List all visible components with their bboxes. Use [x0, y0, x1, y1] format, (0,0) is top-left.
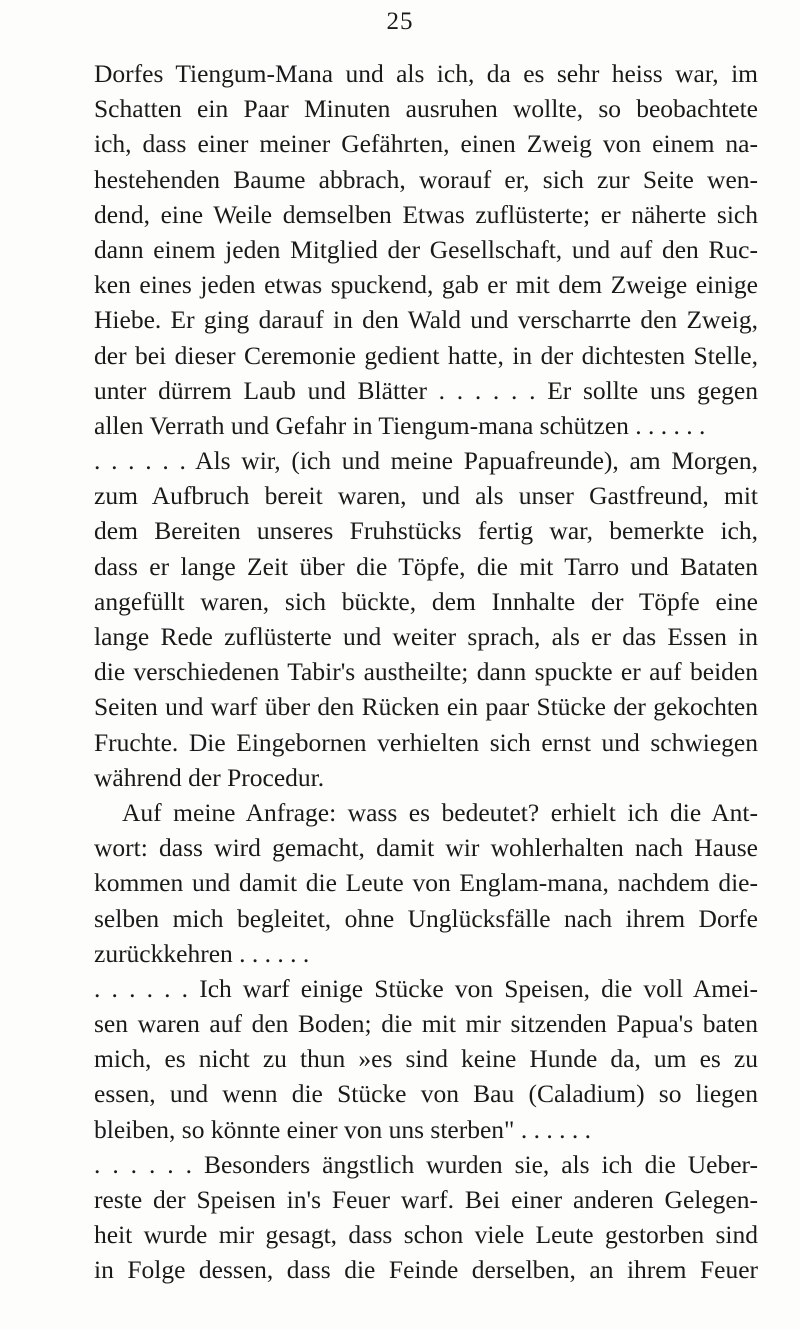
- text-line: reste der Speisen in's Feuer warf. Bei einer anderen Gelegen-: [94, 1185, 758, 1214]
- text-line: hestehenden Baume abbrach, worauf er, sich zur Seite wen-: [94, 164, 758, 194]
- text-line: die verschiedenen Tabir's austheilte; dann spuckte er auf beiden: [94, 657, 758, 687]
- text-line: selben mich begleitet, ohne Unglücksfälle nach ihrem Dorfe: [94, 903, 758, 933]
- text-line: während der Procedur.: [94, 762, 325, 792]
- text-line: allen Verrath und Gefahr in Tiengum-mana schützen . . . . . .: [94, 410, 706, 440]
- text-line: Fruchte. Die Eingebornen verhielten sich ernst und schwiegen: [94, 727, 758, 757]
- text-line: dann einem jeden Mitglied der Gesellschaft, und auf den Ruc-: [94, 234, 758, 264]
- text-line: bleiben, so könnte einer von uns sterben" . . . . . .: [94, 1114, 591, 1144]
- text-line: Dorfes Tiengum-Mana und als ich, da es sehr heiss war, im: [94, 59, 758, 88]
- text-line: . . . . . . Als wir, (ich und meine Papuafreunde), am Morgen,: [94, 446, 758, 476]
- text-line: kommen und damit die Leute von Englam-mana, nachdem die-: [94, 868, 758, 898]
- body-text: [94, 56, 758, 1288]
- text-line: essen, und wenn die Stücke von Bau (Caladium) so liegen: [94, 1079, 758, 1109]
- text-line: Hiebe. Er ging darauf in den Wald und verscharrte den Zweig,: [94, 305, 758, 335]
- text-line: unter dürrem Laub und Blätter . . . . . . Er sollte uns gegen: [94, 375, 758, 405]
- text-line: angefüllt waren, sich bückte, dem Innhalte der Töpfe eine: [94, 586, 758, 616]
- text-line: Auf meine Anfrage: wass es bedeutet? erhielt ich die Ant-: [122, 797, 758, 827]
- text-line: sen waren auf den Boden; die mit mir sitzenden Papua's baten: [94, 1009, 758, 1039]
- text-line: . . . . . . Besonders ängstlich wurden sie, als ich die Ueber-: [94, 1149, 758, 1179]
- text-line: mich, es nicht zu thun »es sind keine Hunde da, um es zu: [94, 1044, 758, 1074]
- text-line: wort: dass wird gemacht, damit wir wohlerhalten nach Hause: [94, 833, 758, 863]
- text-line: heit wurde mir gesagt, dass schon viele Leute gestorben sind: [94, 1220, 758, 1250]
- text-line: Schatten ein Paar Minuten ausruhen wollte, so beobachtete: [94, 94, 758, 124]
- text-line: zum Aufbruch bereit waren, und als unser Gastfreund, mit: [94, 481, 758, 511]
- text-line: dem Bereiten unseres Fruhstücks fertig war, bemerkte ich,: [94, 516, 758, 546]
- text-line: lange Rede zuflüsterte und weiter sprach, als er das Essen in: [94, 622, 758, 651]
- text-line: in Folge dessen, dass die Feinde derselben, an ihrem Feuer: [94, 1255, 758, 1285]
- text-line: . . . . . . Ich warf einige Stücke von Speisen, die voll Amei-: [94, 973, 758, 1003]
- text-line: der bei dieser Ceremonie gedient hatte, in der dichtesten Stelle,: [94, 340, 758, 370]
- text-line: dass er lange Zeit über die Töpfe, die mit Tarro und Bataten: [94, 551, 758, 581]
- page-number: 25: [386, 8, 414, 35]
- text-line: ich, dass einer meiner Gefährten, einen Zweig von einem na-: [94, 129, 758, 159]
- text-line: Seiten und warf über den Rücken ein paar Stücke der gekochten: [94, 692, 758, 722]
- text-line: zurückkehren . . . . . .: [94, 938, 310, 968]
- text-line: dend, eine Weile demselben Etwas zuflüsterte; er näherte sich: [94, 199, 758, 229]
- text-line: ken eines jeden etwas spuckend, gab er mit dem Zweige einige: [94, 270, 758, 300]
